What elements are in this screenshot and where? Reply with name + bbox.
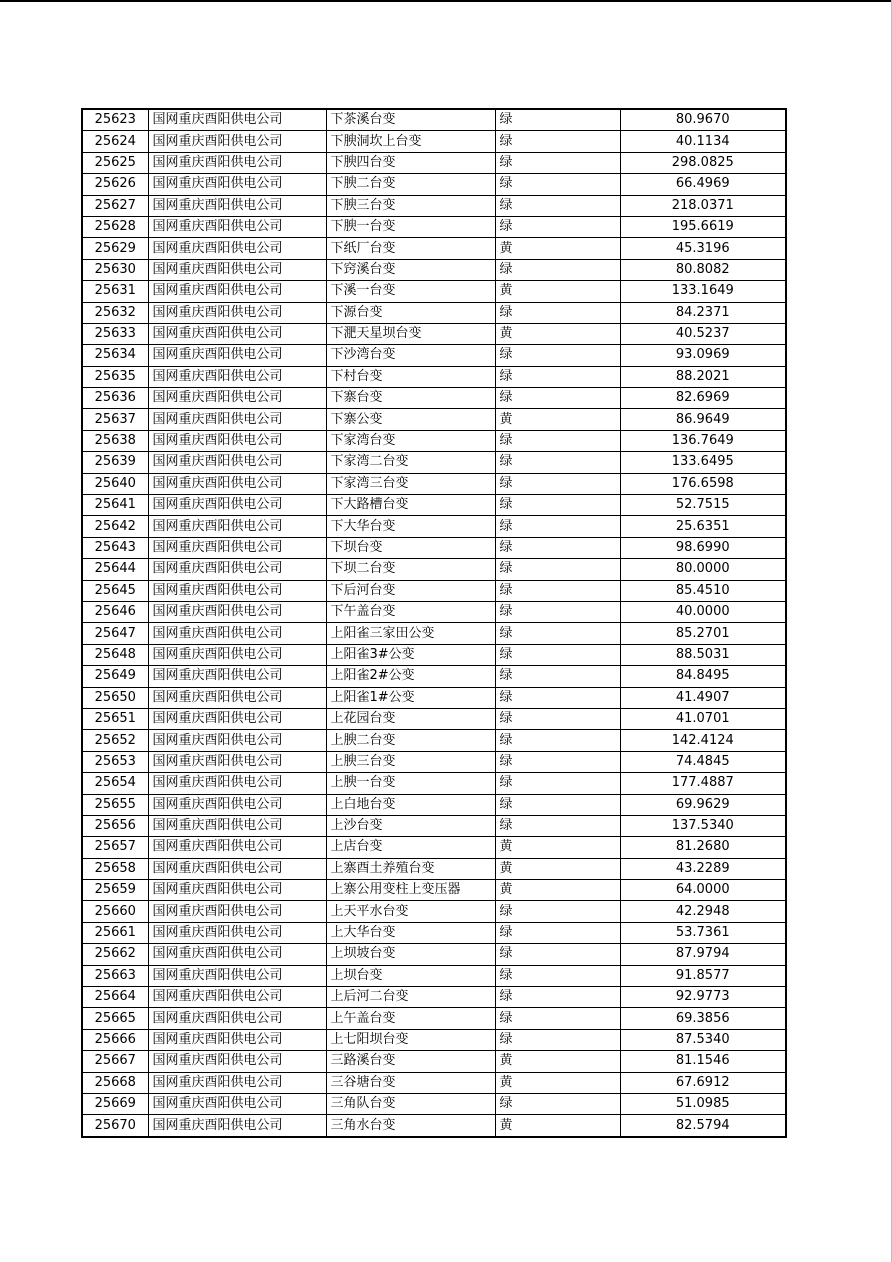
row-id-cell: 25645 (82, 580, 148, 601)
status-color-cell: 绿 (495, 623, 620, 644)
value-cell: 25.6351 (620, 516, 786, 537)
row-id-cell: 25635 (82, 366, 148, 387)
value-cell: 64.0000 (620, 880, 786, 901)
status-color-cell: 绿 (495, 195, 620, 216)
table-row (82, 131, 786, 152)
substation-name-cell: 上花园台变 (326, 708, 495, 729)
row-id-cell: 25653 (82, 751, 148, 772)
row-id-cell: 25647 (82, 623, 148, 644)
table-row (82, 858, 786, 879)
substation-name-cell: 下大路槽台变 (326, 495, 495, 516)
status-color-cell: 绿 (495, 366, 620, 387)
substation-name-cell: 三谷塘台变 (326, 1072, 495, 1093)
status-color-cell: 绿 (495, 901, 620, 922)
company-cell: 国网重庆酉阳供电公司 (148, 815, 326, 836)
substation-name-cell: 下大华台变 (326, 516, 495, 537)
value-cell: 82.6969 (620, 388, 786, 409)
table-row (82, 666, 786, 687)
company-cell: 国网重庆酉阳供电公司 (148, 580, 326, 601)
substation-name-cell: 下寨台变 (326, 388, 495, 409)
value-cell: 137.5340 (620, 815, 786, 836)
status-color-cell: 黄 (495, 281, 620, 302)
table-row (82, 302, 786, 323)
company-cell: 国网重庆酉阳供电公司 (148, 473, 326, 494)
company-cell: 国网重庆酉阳供电公司 (148, 388, 326, 409)
row-id-cell: 25662 (82, 944, 148, 965)
substation-name-cell: 上午盖台变 (326, 1008, 495, 1029)
table-row (82, 430, 786, 451)
company-cell: 国网重庆酉阳供电公司 (148, 195, 326, 216)
table-row (82, 473, 786, 494)
substation-name-cell: 上坝坡台变 (326, 944, 495, 965)
status-color-cell: 绿 (495, 174, 620, 195)
row-id-cell: 25639 (82, 452, 148, 473)
substation-name-cell: 上店台变 (326, 837, 495, 858)
row-id-cell: 25649 (82, 666, 148, 687)
row-id-cell: 25650 (82, 687, 148, 708)
status-color-cell: 绿 (495, 751, 620, 772)
company-cell: 国网重庆酉阳供电公司 (148, 495, 326, 516)
table-row (82, 1115, 786, 1137)
row-id-cell: 25640 (82, 473, 148, 494)
row-id-cell: 25660 (82, 901, 148, 922)
status-color-cell: 绿 (495, 666, 620, 687)
value-cell: 85.4510 (620, 580, 786, 601)
status-color-cell: 绿 (495, 452, 620, 473)
row-id-cell: 25641 (82, 495, 148, 516)
row-id-cell: 25637 (82, 409, 148, 430)
status-color-cell: 绿 (495, 1029, 620, 1050)
value-cell: 80.9670 (620, 109, 786, 131)
value-cell: 93.0969 (620, 345, 786, 366)
substation-name-cell: 上后河二台变 (326, 987, 495, 1008)
value-cell: 40.5237 (620, 323, 786, 344)
row-id-cell: 25642 (82, 516, 148, 537)
substation-name-cell: 上阳雀三家田公变 (326, 623, 495, 644)
company-cell: 国网重庆酉阳供电公司 (148, 537, 326, 558)
company-cell: 国网重庆酉阳供电公司 (148, 323, 326, 344)
substation-name-cell: 三路溪台变 (326, 1051, 495, 1072)
value-cell: 84.2371 (620, 302, 786, 323)
company-cell: 国网重庆酉阳供电公司 (148, 109, 326, 131)
row-id-cell: 25664 (82, 987, 148, 1008)
value-cell: 40.0000 (620, 601, 786, 622)
table-row (82, 1072, 786, 1093)
row-id-cell: 25644 (82, 559, 148, 580)
substation-name-cell: 上七阳坝台变 (326, 1029, 495, 1050)
row-id-cell: 25631 (82, 281, 148, 302)
table-row (82, 388, 786, 409)
status-color-cell: 绿 (495, 131, 620, 152)
table-row (82, 559, 786, 580)
table-row (82, 195, 786, 216)
substation-name-cell: 下淝天星坝台变 (326, 323, 495, 344)
company-cell: 国网重庆酉阳供电公司 (148, 345, 326, 366)
value-cell: 85.2701 (620, 623, 786, 644)
status-color-cell: 绿 (495, 601, 620, 622)
status-color-cell: 绿 (495, 944, 620, 965)
row-id-cell: 25669 (82, 1093, 148, 1114)
status-color-cell: 绿 (495, 815, 620, 836)
status-color-cell: 绿 (495, 473, 620, 494)
table-row (82, 452, 786, 473)
value-cell: 43.2289 (620, 858, 786, 879)
value-cell: 142.4124 (620, 730, 786, 751)
substation-name-cell: 下窍溪台变 (326, 259, 495, 280)
company-cell: 国网重庆酉阳供电公司 (148, 666, 326, 687)
table-row (82, 345, 786, 366)
value-cell: 87.5340 (620, 1029, 786, 1050)
status-color-cell: 黄 (495, 1051, 620, 1072)
status-color-cell: 绿 (495, 965, 620, 986)
value-cell: 41.0701 (620, 708, 786, 729)
status-color-cell: 黄 (495, 409, 620, 430)
table-row (82, 815, 786, 836)
company-cell: 国网重庆酉阳供电公司 (148, 858, 326, 879)
status-color-cell: 黄 (495, 323, 620, 344)
row-id-cell: 25668 (82, 1072, 148, 1093)
value-cell: 177.4887 (620, 773, 786, 794)
substation-name-cell: 上寨酉土养殖台变 (326, 858, 495, 879)
table-row (82, 687, 786, 708)
row-id-cell: 25628 (82, 216, 148, 237)
substation-name-cell: 下后河台变 (326, 580, 495, 601)
substation-name-cell: 上阳雀3#公变 (326, 644, 495, 665)
status-color-cell: 绿 (495, 773, 620, 794)
company-cell: 国网重庆酉阳供电公司 (148, 773, 326, 794)
company-cell: 国网重庆酉阳供电公司 (148, 366, 326, 387)
table-row (82, 366, 786, 387)
company-cell: 国网重庆酉阳供电公司 (148, 452, 326, 473)
company-cell: 国网重庆酉阳供电公司 (148, 687, 326, 708)
status-color-cell: 绿 (495, 580, 620, 601)
substation-name-cell: 下沙湾台变 (326, 345, 495, 366)
company-cell: 国网重庆酉阳供电公司 (148, 1093, 326, 1114)
row-id-cell: 25623 (82, 109, 148, 131)
company-cell: 国网重庆酉阳供电公司 (148, 1115, 326, 1137)
company-cell: 国网重庆酉阳供电公司 (148, 880, 326, 901)
status-color-cell: 黄 (495, 837, 620, 858)
substation-name-cell: 下腴二台变 (326, 174, 495, 195)
table-row (82, 152, 786, 173)
company-cell: 国网重庆酉阳供电公司 (148, 559, 326, 580)
status-color-cell: 绿 (495, 730, 620, 751)
substation-name-cell: 下坝二台变 (326, 559, 495, 580)
substation-name-cell: 三角队台变 (326, 1093, 495, 1114)
value-cell: 92.9773 (620, 987, 786, 1008)
substation-name-cell: 下寨公变 (326, 409, 495, 430)
table-body (82, 109, 786, 1137)
table-row (82, 601, 786, 622)
row-id-cell: 25629 (82, 238, 148, 259)
status-color-cell: 黄 (495, 238, 620, 259)
status-color-cell: 黄 (495, 880, 620, 901)
table-row (82, 281, 786, 302)
row-id-cell: 25665 (82, 1008, 148, 1029)
company-cell: 国网重庆酉阳供电公司 (148, 751, 326, 772)
row-id-cell: 25633 (82, 323, 148, 344)
status-color-cell: 绿 (495, 794, 620, 815)
row-id-cell: 25651 (82, 708, 148, 729)
substation-name-cell: 下腴洞坎上台变 (326, 131, 495, 152)
row-id-cell: 25626 (82, 174, 148, 195)
table-row (82, 922, 786, 943)
value-cell: 84.8495 (620, 666, 786, 687)
status-color-cell: 绿 (495, 388, 620, 409)
table-row (82, 495, 786, 516)
company-cell: 国网重庆酉阳供电公司 (148, 216, 326, 237)
value-cell: 41.4907 (620, 687, 786, 708)
row-id-cell: 25627 (82, 195, 148, 216)
substation-name-cell: 上白地台变 (326, 794, 495, 815)
table-row (82, 987, 786, 1008)
company-cell: 国网重庆酉阳供电公司 (148, 730, 326, 751)
table-row (82, 409, 786, 430)
table-row (82, 965, 786, 986)
substation-name-cell: 下溪一台变 (326, 281, 495, 302)
status-color-cell: 绿 (495, 216, 620, 237)
row-id-cell: 25648 (82, 644, 148, 665)
table-row (82, 537, 786, 558)
status-color-cell: 绿 (495, 644, 620, 665)
value-cell: 87.9794 (620, 944, 786, 965)
substation-name-cell: 上腴二台变 (326, 730, 495, 751)
row-id-cell: 25638 (82, 430, 148, 451)
company-cell: 国网重庆酉阳供电公司 (148, 302, 326, 323)
table-row (82, 1029, 786, 1050)
value-cell: 82.5794 (620, 1115, 786, 1137)
status-color-cell: 绿 (495, 987, 620, 1008)
value-cell: 45.3196 (620, 238, 786, 259)
company-cell: 国网重庆酉阳供电公司 (148, 922, 326, 943)
value-cell: 81.1546 (620, 1051, 786, 1072)
status-color-cell: 绿 (495, 559, 620, 580)
table-row (82, 1093, 786, 1114)
substation-name-cell: 下家湾二台变 (326, 452, 495, 473)
value-cell: 133.6495 (620, 452, 786, 473)
value-cell: 69.9629 (620, 794, 786, 815)
value-cell: 218.0371 (620, 195, 786, 216)
substation-name-cell: 上沙台变 (326, 815, 495, 836)
row-id-cell: 25652 (82, 730, 148, 751)
table-row (82, 751, 786, 772)
substation-name-cell: 下腴三台变 (326, 195, 495, 216)
row-id-cell: 25655 (82, 794, 148, 815)
substation-name-cell: 上天平水台变 (326, 901, 495, 922)
value-cell: 51.0985 (620, 1093, 786, 1114)
row-id-cell: 25654 (82, 773, 148, 794)
value-cell: 69.3856 (620, 1008, 786, 1029)
substation-name-cell: 下坝台变 (326, 537, 495, 558)
row-id-cell: 25658 (82, 858, 148, 879)
status-color-cell: 绿 (495, 1093, 620, 1114)
company-cell: 国网重庆酉阳供电公司 (148, 516, 326, 537)
row-id-cell: 25624 (82, 131, 148, 152)
value-cell: 80.8082 (620, 259, 786, 280)
row-id-cell: 25636 (82, 388, 148, 409)
table-row (82, 837, 786, 858)
status-color-cell: 黄 (495, 1072, 620, 1093)
company-cell: 国网重庆酉阳供电公司 (148, 837, 326, 858)
table-row (82, 259, 786, 280)
table-row (82, 1008, 786, 1029)
table-row (82, 708, 786, 729)
value-cell: 86.9649 (620, 409, 786, 430)
substation-name-cell: 下家湾台变 (326, 430, 495, 451)
company-cell: 国网重庆酉阳供电公司 (148, 152, 326, 173)
substation-name-cell: 上阳雀1#公变 (326, 687, 495, 708)
company-cell: 国网重庆酉阳供电公司 (148, 238, 326, 259)
table-row (82, 174, 786, 195)
value-cell: 81.2680 (620, 837, 786, 858)
status-color-cell: 绿 (495, 687, 620, 708)
substation-name-cell: 下腴四台变 (326, 152, 495, 173)
row-id-cell: 25643 (82, 537, 148, 558)
value-cell: 176.6598 (620, 473, 786, 494)
row-id-cell: 25670 (82, 1115, 148, 1137)
row-id-cell: 25630 (82, 259, 148, 280)
company-cell: 国网重庆酉阳供电公司 (148, 1072, 326, 1093)
table-row (82, 109, 786, 131)
value-cell: 66.4969 (620, 174, 786, 195)
status-color-cell: 绿 (495, 345, 620, 366)
value-cell: 195.6619 (620, 216, 786, 237)
value-cell: 40.1134 (620, 131, 786, 152)
status-color-cell: 绿 (495, 922, 620, 943)
value-cell: 74.4845 (620, 751, 786, 772)
status-color-cell: 绿 (495, 259, 620, 280)
value-cell: 298.0825 (620, 152, 786, 173)
company-cell: 国网重庆酉阳供电公司 (148, 409, 326, 430)
substation-name-cell: 下村台变 (326, 366, 495, 387)
table-row (82, 238, 786, 259)
status-color-cell: 绿 (495, 495, 620, 516)
table-row (82, 730, 786, 751)
row-id-cell: 25634 (82, 345, 148, 366)
value-cell: 67.6912 (620, 1072, 786, 1093)
substation-name-cell: 三角水台变 (326, 1115, 495, 1137)
company-cell: 国网重庆酉阳供电公司 (148, 259, 326, 280)
row-id-cell: 25667 (82, 1051, 148, 1072)
company-cell: 国网重庆酉阳供电公司 (148, 131, 326, 152)
substation-name-cell: 下午盖台变 (326, 601, 495, 622)
substation-name-cell: 上腴一台变 (326, 773, 495, 794)
row-id-cell: 25656 (82, 815, 148, 836)
company-cell: 国网重庆酉阳供电公司 (148, 644, 326, 665)
table-row (82, 644, 786, 665)
substation-name-cell: 下茶溪台变 (326, 109, 495, 131)
company-cell: 国网重庆酉阳供电公司 (148, 1051, 326, 1072)
substation-name-cell: 上坝台变 (326, 965, 495, 986)
substation-name-cell: 上腴三台变 (326, 751, 495, 772)
company-cell: 国网重庆酉阳供电公司 (148, 965, 326, 986)
value-cell: 53.7361 (620, 922, 786, 943)
status-color-cell: 绿 (495, 109, 620, 131)
company-cell: 国网重庆酉阳供电公司 (148, 901, 326, 922)
table-row (82, 1051, 786, 1072)
status-color-cell: 绿 (495, 516, 620, 537)
value-cell: 52.7515 (620, 495, 786, 516)
company-cell: 国网重庆酉阳供电公司 (148, 1008, 326, 1029)
status-color-cell: 绿 (495, 1008, 620, 1029)
value-cell: 88.5031 (620, 644, 786, 665)
substation-name-cell: 上大华台变 (326, 922, 495, 943)
table-row (82, 623, 786, 644)
substation-name-cell: 上寨公用变柱上变压器 (326, 880, 495, 901)
table-row (82, 944, 786, 965)
table-row (82, 216, 786, 237)
company-cell: 国网重庆酉阳供电公司 (148, 1029, 326, 1050)
value-cell: 88.2021 (620, 366, 786, 387)
row-id-cell: 25632 (82, 302, 148, 323)
company-cell: 国网重庆酉阳供电公司 (148, 601, 326, 622)
value-cell: 91.8577 (620, 965, 786, 986)
table-row (82, 880, 786, 901)
row-id-cell: 25657 (82, 837, 148, 858)
company-cell: 国网重庆酉阳供电公司 (148, 174, 326, 195)
company-cell: 国网重庆酉阳供电公司 (148, 987, 326, 1008)
top-border-line (0, 0, 892, 2)
status-color-cell: 绿 (495, 430, 620, 451)
row-id-cell: 25625 (82, 152, 148, 173)
value-cell: 42.2948 (620, 901, 786, 922)
status-color-cell: 绿 (495, 708, 620, 729)
table-row (82, 794, 786, 815)
row-id-cell: 25661 (82, 922, 148, 943)
status-color-cell: 黄 (495, 1115, 620, 1137)
value-cell: 80.0000 (620, 559, 786, 580)
company-cell: 国网重庆酉阳供电公司 (148, 623, 326, 644)
value-cell: 98.6990 (620, 537, 786, 558)
substation-name-cell: 下腴一台变 (326, 216, 495, 237)
company-cell: 国网重庆酉阳供电公司 (148, 430, 326, 451)
table-row (82, 773, 786, 794)
substation-table (81, 108, 787, 1138)
company-cell: 国网重庆酉阳供电公司 (148, 708, 326, 729)
status-color-cell: 绿 (495, 537, 620, 558)
company-cell: 国网重庆酉阳供电公司 (148, 944, 326, 965)
status-color-cell: 绿 (495, 302, 620, 323)
row-id-cell: 25646 (82, 601, 148, 622)
table-row (82, 580, 786, 601)
status-color-cell: 绿 (495, 152, 620, 173)
company-cell: 国网重庆酉阳供电公司 (148, 281, 326, 302)
substation-name-cell: 下家湾三台变 (326, 473, 495, 494)
substation-name-cell: 上阳雀2#公变 (326, 666, 495, 687)
row-id-cell: 25666 (82, 1029, 148, 1050)
substation-name-cell: 下纸厂台变 (326, 238, 495, 259)
row-id-cell: 25659 (82, 880, 148, 901)
table-row (82, 516, 786, 537)
value-cell: 136.7649 (620, 430, 786, 451)
substation-name-cell: 下源台变 (326, 302, 495, 323)
table-row (82, 901, 786, 922)
table-row (82, 323, 786, 344)
company-cell: 国网重庆酉阳供电公司 (148, 794, 326, 815)
row-id-cell: 25663 (82, 965, 148, 986)
status-color-cell: 黄 (495, 858, 620, 879)
value-cell: 133.1649 (620, 281, 786, 302)
